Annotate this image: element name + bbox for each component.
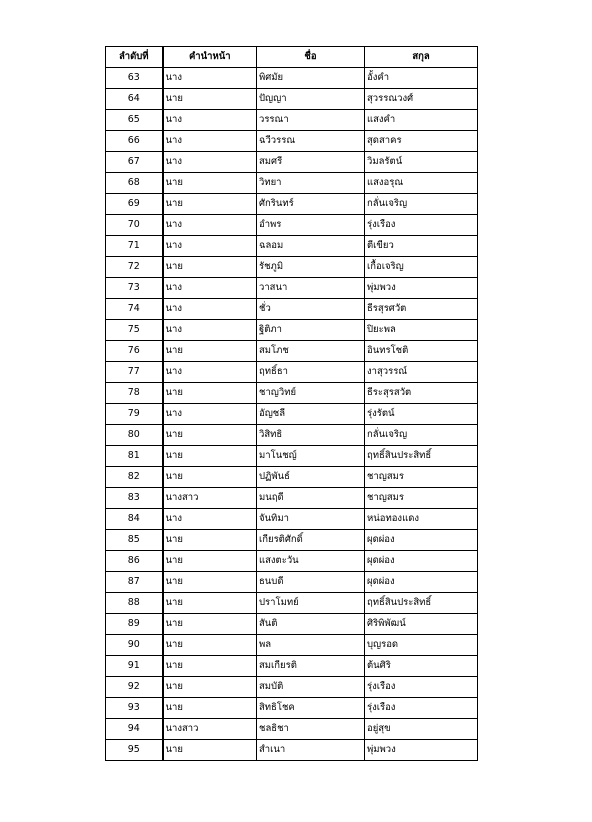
member-table <box>105 46 478 761</box>
table-row <box>106 551 478 572</box>
cell-title: นาง <box>163 110 257 131</box>
cell-name: ศักรินทร์ <box>257 194 365 215</box>
cell-surname: เกื้อเจริญ <box>365 257 478 278</box>
cell-surname: หน่อทองแดง <box>365 509 478 530</box>
cell-surname: รุ่งเรือง <box>365 677 478 698</box>
cell-surname: ธีระสุรสวัต <box>365 383 478 404</box>
cell-name: ปราโมทย์ <box>257 593 365 614</box>
table-row <box>106 236 478 257</box>
cell-surname: บุญรอด <box>365 635 478 656</box>
cell-title: นาง <box>163 299 257 320</box>
table-row <box>106 341 478 362</box>
cell-title: นาง <box>163 215 257 236</box>
cell-name: อำพร <box>257 215 365 236</box>
cell-number: 81 <box>106 446 163 467</box>
cell-title: นาง <box>163 362 257 383</box>
cell-title: นาย <box>163 677 257 698</box>
cell-surname: ผุดผ่อง <box>365 551 478 572</box>
cell-surname: อยู่สุข <box>365 719 478 740</box>
cell-surname: พุ่มพวง <box>365 740 478 761</box>
cell-name: สมโภช <box>257 341 365 362</box>
table-row <box>106 257 478 278</box>
cell-number: 76 <box>106 341 163 362</box>
cell-title: นาย <box>163 89 257 110</box>
cell-number: 84 <box>106 509 163 530</box>
cell-name: ฉวีวรรณ <box>257 131 365 152</box>
cell-name: สมศรี <box>257 152 365 173</box>
cell-surname: ต้นศิริ <box>365 656 478 677</box>
cell-name: จันทิมา <box>257 509 365 530</box>
cell-surname: ฤทธิ์สินประสิทธิ์ <box>365 446 478 467</box>
cell-surname: รุ่งเรือง <box>365 215 478 236</box>
cell-number: 90 <box>106 635 163 656</box>
table-row <box>106 677 478 698</box>
cell-number: 68 <box>106 173 163 194</box>
cell-number: 66 <box>106 131 163 152</box>
cell-surname: ธีรสุรศวัต <box>365 299 478 320</box>
header-title: คำนำหน้า <box>163 47 257 68</box>
cell-number: 72 <box>106 257 163 278</box>
cell-number: 71 <box>106 236 163 257</box>
cell-surname: รุ่งรัตน์ <box>365 404 478 425</box>
cell-surname: ฤทธิ์สินประสิทธิ์ <box>365 593 478 614</box>
cell-name: ชั่ว <box>257 299 365 320</box>
cell-number: 94 <box>106 719 163 740</box>
cell-title: นาย <box>163 572 257 593</box>
cell-title: นาย <box>163 530 257 551</box>
cell-surname: ตีเขียว <box>365 236 478 257</box>
cell-number: 74 <box>106 299 163 320</box>
cell-name: ชลธิชา <box>257 719 365 740</box>
table-row <box>106 656 478 677</box>
cell-name: ปฏิพันธ์ <box>257 467 365 488</box>
cell-number: 89 <box>106 614 163 635</box>
table-row <box>106 215 478 236</box>
cell-number: 70 <box>106 215 163 236</box>
table-row <box>106 593 478 614</box>
cell-title: นาย <box>163 194 257 215</box>
cell-name: ธนบดี <box>257 572 365 593</box>
header-number: ลำดับที่ <box>106 47 163 68</box>
cell-name: สิทธิโชค <box>257 698 365 719</box>
cell-title: นางสาว <box>163 719 257 740</box>
cell-title: นาย <box>163 740 257 761</box>
cell-surname: ชาญสมร <box>365 467 478 488</box>
cell-title: นาง <box>163 68 257 89</box>
table-row <box>106 740 478 761</box>
cell-number: 65 <box>106 110 163 131</box>
cell-name: แสงตะวัน <box>257 551 365 572</box>
cell-name: วาสนา <box>257 278 365 299</box>
cell-surname: แสงอรุณ <box>365 173 478 194</box>
table-row <box>106 446 478 467</box>
cell-surname: งาสุวรรณ์ <box>365 362 478 383</box>
cell-title: นาย <box>163 698 257 719</box>
cell-name: เกียรติศักดิ์ <box>257 530 365 551</box>
cell-surname: กลั่นเจริญ <box>365 425 478 446</box>
cell-number: 83 <box>106 488 163 509</box>
cell-name: ฤทธิ์ธา <box>257 362 365 383</box>
cell-number: 77 <box>106 362 163 383</box>
cell-name: วิสิทธิ <box>257 425 365 446</box>
cell-name: มาโนชญ์ <box>257 446 365 467</box>
cell-number: 88 <box>106 593 163 614</box>
table-row <box>106 698 478 719</box>
cell-number: 69 <box>106 194 163 215</box>
cell-surname: ผุดผ่อง <box>365 572 478 593</box>
table-row <box>106 719 478 740</box>
table-row <box>106 635 478 656</box>
cell-surname: อินทรโชติ <box>365 341 478 362</box>
cell-name: อัญชลี <box>257 404 365 425</box>
cell-surname: สุวรรณวงศ์ <box>365 89 478 110</box>
table-row <box>106 530 478 551</box>
table-row <box>106 110 478 131</box>
cell-number: 63 <box>106 68 163 89</box>
cell-surname: ปิยะพล <box>365 320 478 341</box>
cell-title: นาง <box>163 320 257 341</box>
cell-name: ปัญญา <box>257 89 365 110</box>
cell-number: 92 <box>106 677 163 698</box>
cell-title: นาย <box>163 446 257 467</box>
cell-title: นาย <box>163 425 257 446</box>
cell-name: ฐิติภา <box>257 320 365 341</box>
cell-surname: แสงคำ <box>365 110 478 131</box>
cell-title: นาย <box>163 383 257 404</box>
header-surname: สกุล <box>365 47 478 68</box>
table-row <box>106 299 478 320</box>
cell-title: นาย <box>163 341 257 362</box>
cell-title: นาย <box>163 257 257 278</box>
cell-number: 93 <box>106 698 163 719</box>
cell-title: นาง <box>163 236 257 257</box>
cell-name: สมบัติ <box>257 677 365 698</box>
table-row <box>106 131 478 152</box>
cell-surname: สุดสาคร <box>365 131 478 152</box>
cell-name: วิทยา <box>257 173 365 194</box>
table-row <box>106 278 478 299</box>
cell-title: นาย <box>163 656 257 677</box>
table-row <box>106 173 478 194</box>
cell-title: นาง <box>163 131 257 152</box>
cell-name: สันติ <box>257 614 365 635</box>
cell-name: สมเกียรติ <box>257 656 365 677</box>
table-row <box>106 509 478 530</box>
cell-title: นางสาว <box>163 488 257 509</box>
cell-title: นาง <box>163 404 257 425</box>
cell-title: นาง <box>163 278 257 299</box>
cell-number: 67 <box>106 152 163 173</box>
cell-name: ฉลอม <box>257 236 365 257</box>
table-row <box>106 572 478 593</box>
cell-surname: พุ่มพวง <box>365 278 478 299</box>
cell-title: นาง <box>163 152 257 173</box>
cell-number: 91 <box>106 656 163 677</box>
table-row <box>106 68 478 89</box>
cell-number: 82 <box>106 467 163 488</box>
cell-surname: ชาญสมร <box>365 488 478 509</box>
cell-surname: กลั่นเจริญ <box>365 194 478 215</box>
cell-number: 86 <box>106 551 163 572</box>
cell-title: นาย <box>163 614 257 635</box>
cell-surname: ผุดผ่อง <box>365 530 478 551</box>
table-row <box>106 404 478 425</box>
table-row <box>106 320 478 341</box>
cell-name: รัชภูมิ <box>257 257 365 278</box>
cell-title: นาย <box>163 173 257 194</box>
cell-title: นาง <box>163 509 257 530</box>
cell-name: พิศมัย <box>257 68 365 89</box>
cell-name: ชาญวิทย์ <box>257 383 365 404</box>
cell-number: 87 <box>106 572 163 593</box>
cell-surname: อั้งคำ <box>365 68 478 89</box>
cell-number: 95 <box>106 740 163 761</box>
cell-title: นาย <box>163 467 257 488</box>
table-row <box>106 152 478 173</box>
cell-title: นาย <box>163 593 257 614</box>
table-body <box>106 68 478 761</box>
table-row <box>106 194 478 215</box>
cell-title: นาย <box>163 635 257 656</box>
table-row <box>106 467 478 488</box>
cell-name: มนฤดี <box>257 488 365 509</box>
cell-number: 64 <box>106 89 163 110</box>
cell-number: 75 <box>106 320 163 341</box>
table-row <box>106 425 478 446</box>
cell-surname: รุ่งเรือง <box>365 698 478 719</box>
cell-surname: วิมลรัตน์ <box>365 152 478 173</box>
cell-number: 79 <box>106 404 163 425</box>
header-row <box>106 47 478 68</box>
cell-number: 85 <box>106 530 163 551</box>
table-row <box>106 362 478 383</box>
table-header <box>106 47 478 68</box>
table-row <box>106 383 478 404</box>
table-row <box>106 89 478 110</box>
table-row <box>106 488 478 509</box>
cell-number: 73 <box>106 278 163 299</box>
header-name: ชื่อ <box>257 47 365 68</box>
cell-name: สำเนา <box>257 740 365 761</box>
cell-title: นาย <box>163 551 257 572</box>
cell-name: พล <box>257 635 365 656</box>
cell-name: วรรณา <box>257 110 365 131</box>
cell-number: 80 <box>106 425 163 446</box>
table-row <box>106 614 478 635</box>
cell-number: 78 <box>106 383 163 404</box>
cell-surname: ศิริพิพัฒน์ <box>365 614 478 635</box>
